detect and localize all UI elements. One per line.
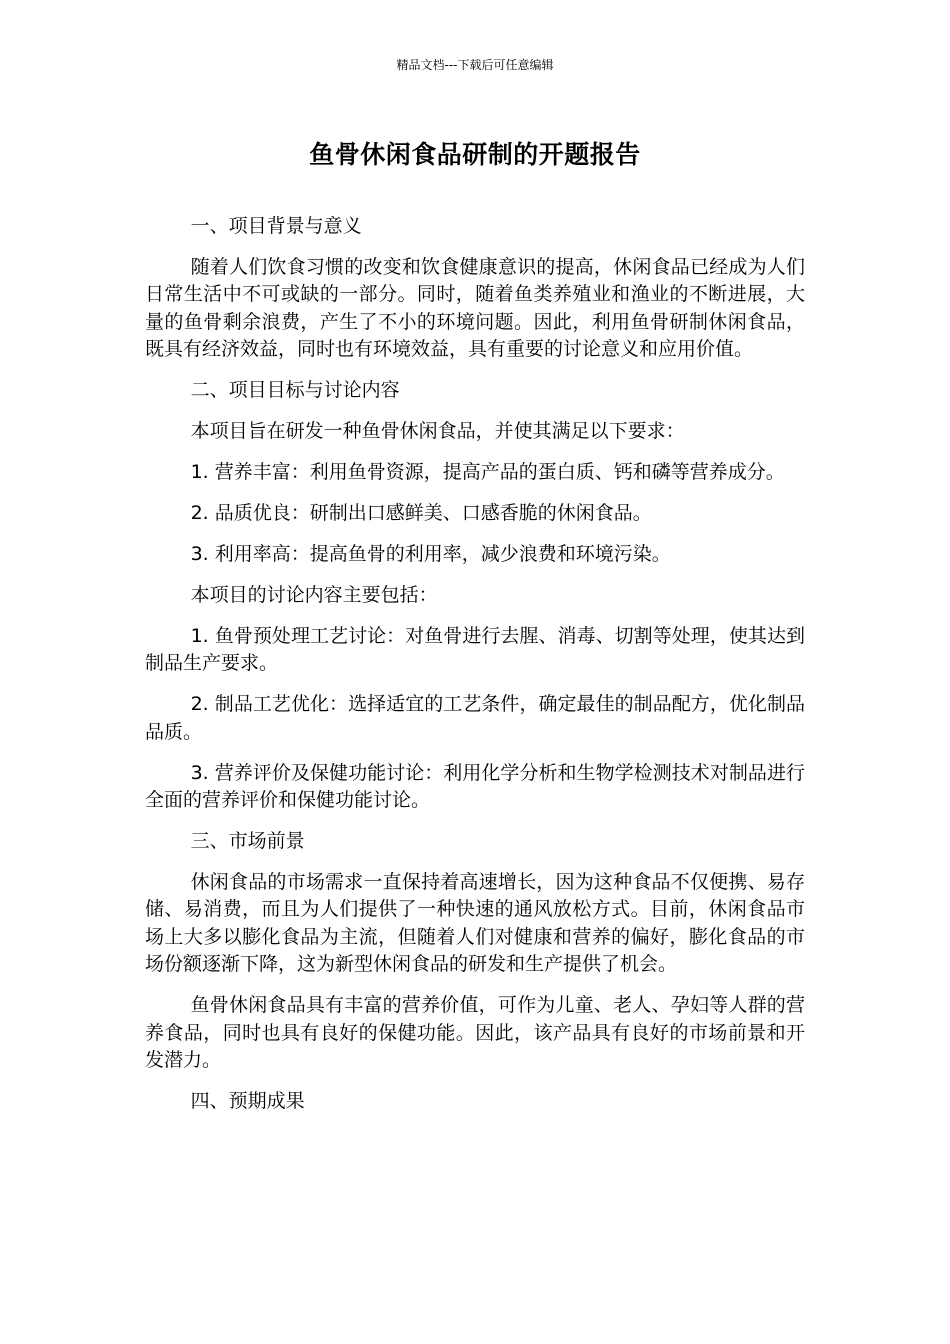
list-item-goal-1: 1. 营养丰富：利用鱼骨资源，提高产品的蛋白质、钙和磷等营养成分。 [190, 460, 785, 483]
paragraph-background: 随着人们饮食习惯的改变和饮食健康意识的提高，休闲食品已经成为人们日常生活中不可或缺的一部分。同时，随着鱼类养殖业和渔业的不断进展，大量的鱼骨剩余浪费，产生了不小的环境问题。因此，利用鱼骨研制休闲食品，既具有经济效益，同时也有环境效益，具有重要的讨论意义和应用价值。 [145, 255, 805, 360]
list-item-content-1: 1. 鱼骨预处理工艺讨论：对鱼骨进行去腥、消毒、切割等处理，使其达到制品生产要求。 [145, 624, 805, 674]
section-heading-outcomes: 四、预期成果 [190, 1090, 305, 1112]
header-note: 精品文档---下载后可任意编辑 [396, 58, 554, 72]
section-heading-market: 三、市场前景 [190, 830, 305, 852]
paragraph-goals-intro: 本项目旨在研发一种鱼骨休闲食品，并使其满足以下要求： [190, 419, 685, 442]
paragraph-market-2: 鱼骨休闲食品具有丰富的营养价值，可作为儿童、老人、孕妇等人群的营养食品，同时也具有良好的保健功能。因此，该产品具有良好的市场前景和开发潜力。 [145, 994, 805, 1071]
list-item-content-3: 3. 营养评价及保健功能讨论：利用化学分析和生物学检测技术对制品进行全面的营养评价和保健功能讨论。 [145, 761, 805, 811]
paragraph-content-intro: 本项目的讨论内容主要包括： [190, 583, 438, 606]
list-item-goal-2: 2. 品质优良：研制出口感鲜美、口感香脆的休闲食品。 [190, 501, 652, 524]
paragraph-market-1: 休闲食品的市场需求一直保持着高速增长，因为这种食品不仅便携、易存储、易消费，而且为人们提供了一种快速的通风放松方式。目前，休闲食品市场上大多以膨化食品为主流，但随着人们对健康和营养的偏好，膨化食品的市场份额逐渐下降，这为新型休闲食品的研发和生产提供了机会。 [145, 870, 805, 975]
section-heading-goals: 二、项目目标与讨论内容 [190, 379, 400, 401]
document-title: 鱼骨休闲食品研制的开题报告 [309, 140, 641, 169]
document-body [145, 213, 805, 1129]
section-heading-background: 一、项目背景与意义 [190, 215, 362, 237]
list-item-goal-3: 3. 利用率高：提高鱼骨的利用率，减少浪费和环境污染。 [190, 542, 671, 565]
list-item-content-2: 2. 制品工艺优化：选择适宜的工艺条件，确定最佳的制品配方，优化制品品质。 [145, 693, 805, 743]
